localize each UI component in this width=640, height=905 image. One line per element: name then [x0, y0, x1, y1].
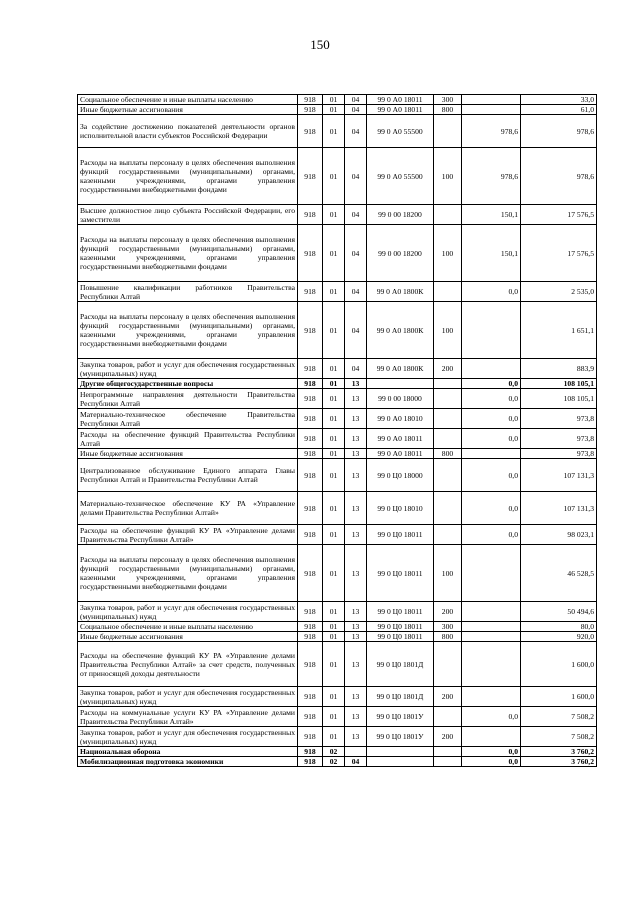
row-target-article: 99 0 А0 18011 [367, 95, 434, 105]
row-name: Расходы на обеспечение функций Правительства Республики Алтай [78, 429, 298, 449]
row-expense-type: 200 [434, 727, 462, 747]
row-code: 918 [298, 492, 323, 525]
row-target-article: 99 0 А0 1800К [367, 359, 434, 379]
row-name: Закупка товаров, работ и услуг для обеспечения государственных (муниципальных) нужд [78, 727, 298, 747]
table-row [78, 389, 597, 409]
row-name: Расходы на выплаты персоналу в целях обеспечения выполнения функций государственными (муниципальными) органами, казенными учреждениями, органами управления государственными внебюджетными фондами [78, 545, 298, 602]
row-target-article: 99 0 Ц0 1801Д [367, 687, 434, 707]
row-section: 01 [323, 622, 345, 632]
row-code: 918 [298, 757, 323, 767]
row-name: Повышение квалификации работников Правительства Республики Алтай [78, 282, 298, 302]
row-amount-1: 0,0 [462, 429, 521, 449]
row-amount-2: 7 508,2 [521, 707, 597, 727]
table-row [78, 148, 597, 205]
row-amount-1: 978,6 [462, 148, 521, 205]
row-section: 01 [323, 225, 345, 282]
row-name: Мобилизационная подготовка экономики [78, 757, 298, 767]
row-amount-2: 17 576,5 [521, 225, 597, 282]
row-name: Централизованное обслуживание Единого аппарата Главы Республики Алтай и Правительства Республики Алтай [78, 459, 298, 492]
row-amount-1 [462, 95, 521, 105]
row-amount-2: 973,8 [521, 409, 597, 429]
row-amount-2: 1 600,0 [521, 642, 597, 687]
row-expense-type [434, 115, 462, 148]
row-code: 918 [298, 379, 323, 389]
row-target-article: 99 0 А0 18010 [367, 409, 434, 429]
row-expense-type: 800 [434, 449, 462, 459]
row-expense-type [434, 525, 462, 545]
row-amount-1: 0,0 [462, 282, 521, 302]
row-amount-2: 17 576,5 [521, 205, 597, 225]
row-target-article [367, 757, 434, 767]
row-amount-1: 0,0 [462, 707, 521, 727]
table-row [78, 602, 597, 622]
row-name: За содействие достижению показателей деятельности органов исполнительной власти субъектов Российской Федерации [78, 115, 298, 148]
row-subsection: 13 [345, 389, 367, 409]
row-section: 01 [323, 545, 345, 602]
row-section: 02 [323, 757, 345, 767]
row-target-article: 99 0 Ц0 18010 [367, 492, 434, 525]
row-name: Закупка товаров, работ и услуг для обеспечения государственных (муниципальных) нужд [78, 602, 298, 622]
row-amount-2: 920,0 [521, 632, 597, 642]
row-expense-type [434, 757, 462, 767]
row-amount-1 [462, 359, 521, 379]
row-target-article: 99 0 А0 55500 [367, 148, 434, 205]
row-expense-type: 100 [434, 302, 462, 359]
table-row [78, 687, 597, 707]
row-code: 918 [298, 545, 323, 602]
row-code: 918 [298, 449, 323, 459]
row-section: 01 [323, 282, 345, 302]
row-target-article: 99 0 А0 1800К [367, 302, 434, 359]
row-name: Социальное обеспечение и иные выплаты населению [78, 95, 298, 105]
row-target-article: 99 0 Ц0 18011 [367, 545, 434, 602]
row-amount-2: 2 535,0 [521, 282, 597, 302]
table-row [78, 302, 597, 359]
row-amount-2: 50 494,6 [521, 602, 597, 622]
row-code: 918 [298, 707, 323, 727]
row-section: 01 [323, 687, 345, 707]
row-name: Расходы на обеспечение функций КУ РА «Управление делами Правительства Республики Алтай» [78, 525, 298, 545]
row-target-article [367, 747, 434, 757]
row-expense-type [434, 379, 462, 389]
row-subsection: 13 [345, 492, 367, 525]
row-subsection: 04 [345, 225, 367, 282]
row-subsection: 04 [345, 115, 367, 148]
row-subsection: 13 [345, 687, 367, 707]
row-amount-2: 978,6 [521, 148, 597, 205]
table-row [78, 707, 597, 727]
table-row [78, 429, 597, 449]
row-name: Иные бюджетные ассигнования [78, 449, 298, 459]
row-code: 918 [298, 115, 323, 148]
row-section: 01 [323, 727, 345, 747]
row-subsection: 04 [345, 282, 367, 302]
row-amount-2: 978,6 [521, 115, 597, 148]
table-row [78, 545, 597, 602]
row-target-article: 99 0 Ц0 18011 [367, 632, 434, 642]
row-subsection: 04 [345, 302, 367, 359]
row-target-article: 99 0 А0 55500 [367, 115, 434, 148]
table-row [78, 225, 597, 282]
row-expense-type [434, 642, 462, 687]
row-name: Иные бюджетные ассигнования [78, 105, 298, 115]
row-amount-1 [462, 687, 521, 707]
row-amount-2: 108 105,1 [521, 379, 597, 389]
row-target-article: 99 0 Ц0 1801У [367, 707, 434, 727]
table-row [78, 492, 597, 525]
row-name: Высшее должностное лицо субъекта Российской Федерации, его заместители [78, 205, 298, 225]
row-code: 918 [298, 642, 323, 687]
row-subsection: 13 [345, 459, 367, 492]
row-section: 01 [323, 95, 345, 105]
row-amount-1 [462, 622, 521, 632]
row-subsection: 04 [345, 757, 367, 767]
row-amount-1: 0,0 [462, 389, 521, 409]
row-amount-1 [462, 545, 521, 602]
table-row [78, 747, 597, 757]
row-amount-1: 150,1 [462, 205, 521, 225]
row-amount-1: 0,0 [462, 747, 521, 757]
row-amount-1: 150,1 [462, 225, 521, 282]
row-expense-type [434, 492, 462, 525]
table-row [78, 757, 597, 767]
row-code: 918 [298, 105, 323, 115]
row-amount-1 [462, 449, 521, 459]
table-row [78, 105, 597, 115]
row-name: Расходы на коммунальные услуги КУ РА «Управление делами Правительства Республики Алтай» [78, 707, 298, 727]
row-amount-2: 107 131,3 [521, 492, 597, 525]
row-code: 918 [298, 282, 323, 302]
row-name: Закупка товаров, работ и услуг для обеспечения государственных (муниципальных) нужд [78, 359, 298, 379]
row-expense-type: 800 [434, 105, 462, 115]
row-code: 918 [298, 602, 323, 622]
row-name: Расходы на выплаты персоналу в целях обеспечения выполнения функций государственными (муниципальными) органами, казенными учреждениями, органами управления государственными внебюджетными фондами [78, 225, 298, 282]
row-expense-type [434, 389, 462, 409]
row-code: 918 [298, 302, 323, 359]
row-expense-type: 100 [434, 225, 462, 282]
table-row [78, 525, 597, 545]
table-row [78, 642, 597, 687]
row-subsection: 13 [345, 545, 367, 602]
row-name: Закупка товаров, работ и услуг для обеспечения государственных (муниципальных) нужд [78, 687, 298, 707]
row-subsection: 13 [345, 602, 367, 622]
row-subsection: 13 [345, 632, 367, 642]
row-amount-1 [462, 642, 521, 687]
row-target-article: 99 0 А0 18011 [367, 429, 434, 449]
table-row [78, 622, 597, 632]
row-section: 01 [323, 359, 345, 379]
row-amount-2: 3 760,2 [521, 757, 597, 767]
row-section: 01 [323, 459, 345, 492]
row-amount-1 [462, 727, 521, 747]
row-target-article: 99 0 Ц0 18011 [367, 622, 434, 632]
row-code: 918 [298, 409, 323, 429]
table-row [78, 205, 597, 225]
row-code: 918 [298, 459, 323, 492]
row-target-article: 99 0 Ц0 18011 [367, 602, 434, 622]
row-amount-1: 978,6 [462, 115, 521, 148]
row-section: 01 [323, 632, 345, 642]
row-expense-type [434, 205, 462, 225]
row-amount-1: 0,0 [462, 757, 521, 767]
row-amount-2: 7 508,2 [521, 727, 597, 747]
row-expense-type: 300 [434, 622, 462, 632]
row-section: 01 [323, 449, 345, 459]
row-code: 918 [298, 727, 323, 747]
row-amount-2: 46 528,5 [521, 545, 597, 602]
row-subsection: 13 [345, 727, 367, 747]
table-row [78, 409, 597, 429]
row-expense-type [434, 459, 462, 492]
table-row [78, 459, 597, 492]
row-target-article: 99 0 00 18200 [367, 205, 434, 225]
row-amount-1: 0,0 [462, 459, 521, 492]
table-row [78, 379, 597, 389]
row-amount-2: 80,0 [521, 622, 597, 632]
row-section: 01 [323, 105, 345, 115]
row-amount-2: 33,0 [521, 95, 597, 105]
row-section: 01 [323, 302, 345, 359]
row-code: 918 [298, 225, 323, 282]
row-section: 01 [323, 409, 345, 429]
row-subsection: 04 [345, 105, 367, 115]
row-code: 918 [298, 389, 323, 409]
row-target-article: 99 0 Ц0 18011 [367, 525, 434, 545]
row-subsection: 04 [345, 148, 367, 205]
row-amount-2: 883,9 [521, 359, 597, 379]
row-name: Социальное обеспечение и иные выплаты населению [78, 622, 298, 632]
row-section: 01 [323, 148, 345, 205]
row-target-article: 99 0 00 18200 [367, 225, 434, 282]
row-amount-2: 107 131,3 [521, 459, 597, 492]
row-expense-type [434, 747, 462, 757]
row-target-article: 99 0 Ц0 18000 [367, 459, 434, 492]
row-amount-2: 973,8 [521, 429, 597, 449]
row-name: Другие общегосударственные вопросы [78, 379, 298, 389]
table-body [78, 95, 597, 767]
row-amount-1: 0,0 [462, 379, 521, 389]
row-amount-2: 1 651,1 [521, 302, 597, 359]
row-section: 01 [323, 429, 345, 449]
row-amount-2: 1 600,0 [521, 687, 597, 707]
row-expense-type: 300 [434, 95, 462, 105]
row-subsection: 13 [345, 429, 367, 449]
table-row [78, 115, 597, 148]
row-subsection: 04 [345, 205, 367, 225]
row-name: Расходы на выплаты персоналу в целях обеспечения выполнения функций государственными (муниципальными) органами, казенными учреждениями, органами управления государственными внебюджетными фондами [78, 148, 298, 205]
row-section: 01 [323, 602, 345, 622]
table-row [78, 632, 597, 642]
row-name: Расходы на обеспечение функций КУ РА «Управление делами Правительства Республики Алтай» за счет средств, полученных от приносящей доходы деятельности [78, 642, 298, 687]
page-number: 150 [310, 37, 330, 52]
row-code: 918 [298, 359, 323, 379]
row-code: 918 [298, 148, 323, 205]
row-subsection: 13 [345, 525, 367, 545]
row-amount-1: 0,0 [462, 525, 521, 545]
row-expense-type: 200 [434, 602, 462, 622]
row-expense-type [434, 409, 462, 429]
row-amount-1: 0,0 [462, 409, 521, 429]
row-expense-type: 100 [434, 545, 462, 602]
row-code: 918 [298, 429, 323, 449]
table-row [78, 95, 597, 105]
row-target-article: 99 0 Ц0 1801Д [367, 642, 434, 687]
row-subsection: 13 [345, 707, 367, 727]
row-target-article: 99 0 А0 1800К [367, 282, 434, 302]
row-subsection: 13 [345, 642, 367, 687]
row-target-article [367, 379, 434, 389]
row-section: 01 [323, 642, 345, 687]
row-expense-type: 100 [434, 148, 462, 205]
row-expense-type: 200 [434, 359, 462, 379]
row-name: Материально-техническое обеспечение Правительства Республики Алтай [78, 409, 298, 429]
row-name: Иные бюджетные ассигнования [78, 632, 298, 642]
table-row [78, 282, 597, 302]
row-section: 01 [323, 525, 345, 545]
row-code: 918 [298, 747, 323, 757]
row-section: 01 [323, 389, 345, 409]
row-amount-1: 0,0 [462, 492, 521, 525]
row-amount-2: 61,0 [521, 105, 597, 115]
row-amount-2: 108 105,1 [521, 389, 597, 409]
row-section: 02 [323, 747, 345, 757]
row-section: 01 [323, 115, 345, 148]
row-name: Материально-техническое обеспечение КУ РА «Управление делами Правительства Республики Алтай» [78, 492, 298, 525]
row-section: 01 [323, 707, 345, 727]
row-amount-2: 98 023,1 [521, 525, 597, 545]
row-subsection: 04 [345, 359, 367, 379]
row-subsection: 13 [345, 379, 367, 389]
row-target-article: 99 0 00 18000 [367, 389, 434, 409]
row-code: 918 [298, 632, 323, 642]
row-section: 01 [323, 205, 345, 225]
row-target-article: 99 0 Ц0 1801У [367, 727, 434, 747]
row-code: 918 [298, 525, 323, 545]
row-subsection [345, 747, 367, 757]
row-section: 01 [323, 379, 345, 389]
row-amount-1 [462, 602, 521, 622]
row-subsection: 13 [345, 409, 367, 429]
row-code: 918 [298, 95, 323, 105]
row-target-article: 99 0 А0 18011 [367, 449, 434, 459]
row-expense-type: 800 [434, 632, 462, 642]
table-row [78, 449, 597, 459]
row-section: 01 [323, 492, 345, 525]
row-subsection: 04 [345, 95, 367, 105]
table-row [78, 359, 597, 379]
row-code: 918 [298, 622, 323, 632]
row-amount-1 [462, 105, 521, 115]
table-row [78, 727, 597, 747]
row-expense-type [434, 707, 462, 727]
row-name: Национальная оборона [78, 747, 298, 757]
row-amount-2: 973,8 [521, 449, 597, 459]
row-code: 918 [298, 687, 323, 707]
row-subsection: 13 [345, 449, 367, 459]
row-expense-type [434, 429, 462, 449]
row-name: Непрограммные направления деятельности Правительства Республики Алтай [78, 389, 298, 409]
row-expense-type [434, 282, 462, 302]
row-name: Расходы на выплаты персоналу в целях обеспечения выполнения функций государственными (муниципальными) органами, казенными учреждениями, органами управления государственными внебюджетными фондами [78, 302, 298, 359]
row-amount-1 [462, 302, 521, 359]
row-amount-2: 3 760,2 [521, 747, 597, 757]
row-amount-1 [462, 632, 521, 642]
budget-table [77, 94, 597, 767]
row-subsection: 13 [345, 622, 367, 632]
row-target-article: 99 0 А0 18011 [367, 105, 434, 115]
row-code: 918 [298, 205, 323, 225]
row-expense-type: 200 [434, 687, 462, 707]
